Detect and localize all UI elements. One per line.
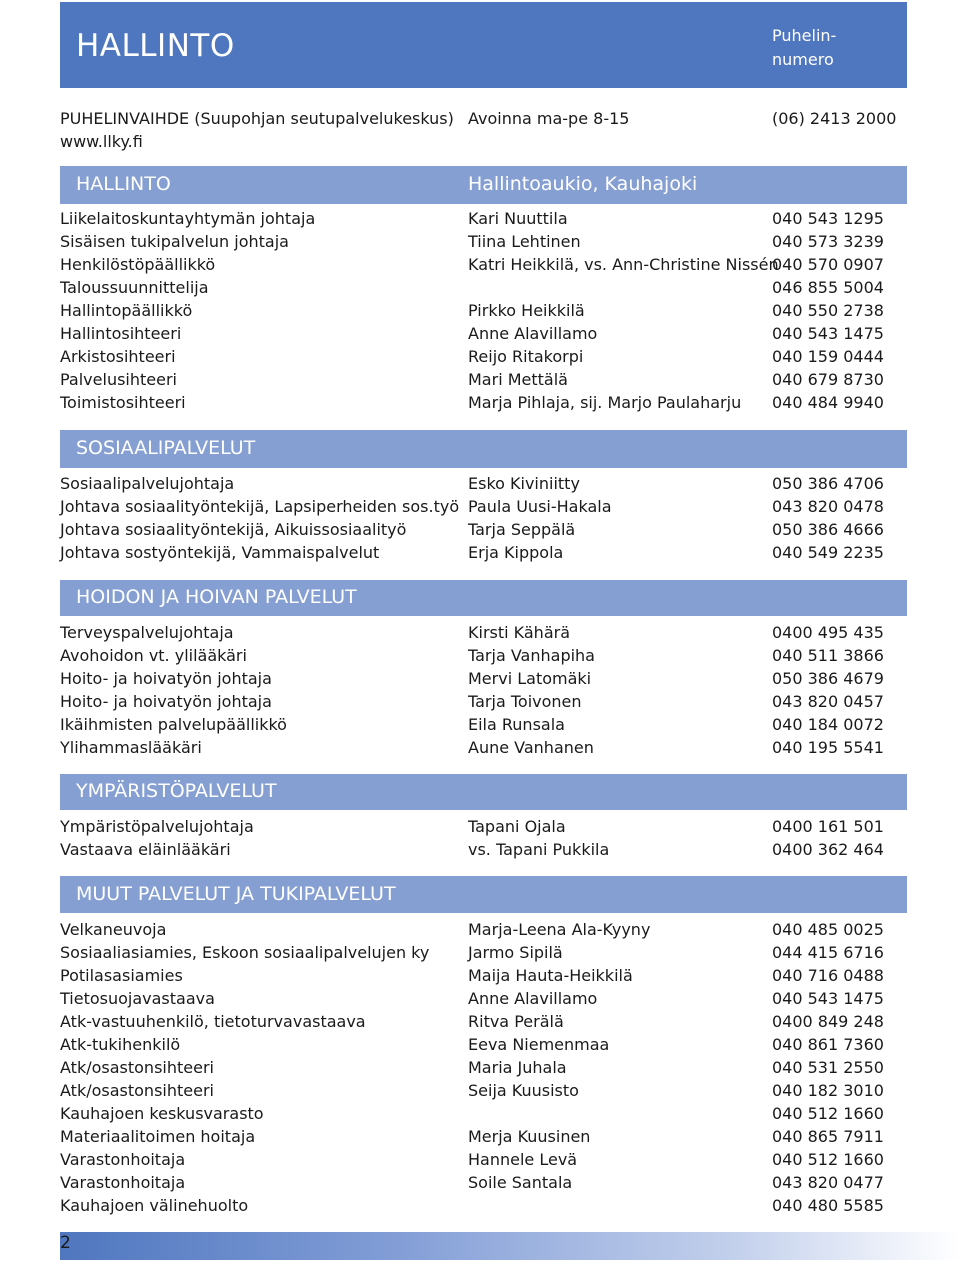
row-name: vs. Tapani Pukkila (468, 840, 610, 859)
switchboard-phone: (06) 2413 2000 (772, 109, 897, 128)
row-phone: 040 865 7911 (772, 1127, 884, 1146)
row-name: Tarja Vanhapiha (468, 646, 595, 665)
row-role: Kauhajoen keskusvarasto (60, 1104, 264, 1123)
page-number: 2 (60, 1233, 71, 1253)
row-role: Ympäristöpalvelujohtaja (60, 817, 254, 836)
directory-row (60, 541, 907, 564)
row-phone: 040 716 0488 (772, 966, 884, 985)
row-name: Maria Juhala (468, 1058, 567, 1077)
switchboard-name (60, 107, 454, 153)
row-role: Hallintopäällikkö (60, 301, 193, 320)
section-title: HOIDON JA HOIVAN PALVELUT (76, 586, 357, 608)
row-role: Potilasasiamies (60, 966, 183, 985)
row-role: Hoito- ja hoivatyön johtaja (60, 669, 272, 688)
row-role: Materiaalitoimen hoitaja (60, 1127, 256, 1146)
row-role: Johtava sosiaalityöntekijä, Lapsiperheiden sos.työ (60, 497, 460, 516)
directory-row (60, 1102, 907, 1125)
row-phone: 050 386 4679 (772, 669, 884, 688)
directory-row (60, 690, 907, 713)
row-role: Arkistosihteeri (60, 347, 176, 366)
row-name: Pirkko Heikkilä (468, 301, 585, 320)
row-phone: 040 550 2738 (772, 301, 884, 320)
directory-row (60, 713, 907, 736)
directory-row (60, 1010, 907, 1033)
row-phone: 040 511 3866 (772, 646, 884, 665)
row-phone: 040 531 2550 (772, 1058, 884, 1077)
section-rows-muut-palvelut (60, 918, 907, 1217)
directory-row (60, 1125, 907, 1148)
row-role: Atk/osastonsihteeri (60, 1081, 214, 1100)
row-role: Johtava sosiaalityöntekijä, Aikuissosiaalityö (60, 520, 407, 539)
row-name: Eeva Niemenmaa (468, 1035, 610, 1054)
row-name: Kari Nuuttila (468, 209, 568, 228)
row-role: Palvelusihteeri (60, 370, 177, 389)
directory-row (60, 299, 907, 322)
switchboard-hours: Avoinna ma-pe 8-15 (468, 109, 630, 128)
row-name: Ritva Perälä (468, 1012, 564, 1031)
directory-row (60, 472, 907, 495)
row-role: Liikelaitoskuntayhtymän johtaja (60, 209, 316, 228)
row-name: Jarmo Sipilä (468, 943, 563, 962)
section-title: HALLINTO (76, 173, 171, 195)
directory-row (60, 987, 907, 1010)
directory-row (60, 230, 907, 253)
row-phone: 040 512 1660 (772, 1104, 884, 1123)
directory-row (60, 345, 907, 368)
row-phone: 050 386 4706 (772, 474, 884, 493)
row-role: Kauhajoen välinehuolto (60, 1196, 249, 1215)
row-name: Tiina Lehtinen (468, 232, 581, 251)
row-name: Aune Vanhanen (468, 738, 594, 757)
section-header-hoidon-ja-hoivan (60, 580, 907, 616)
section-header-ymparistopalvelut (60, 774, 907, 810)
row-phone: 0400 362 464 (772, 840, 884, 859)
row-role: Atk-vastuuhenkilö, tietoturvavastaava (60, 1012, 366, 1031)
row-role: Sosiaalipalvelujohtaja (60, 474, 235, 493)
row-role: Varastonhoitaja (60, 1150, 186, 1169)
directory-row (60, 1171, 907, 1194)
row-name: Anne Alavillamo (468, 989, 598, 1008)
row-phone: 0400 161 501 (772, 817, 884, 836)
row-role: Sosiaaliasiamies, Eskoon sosiaalipalvelujen ky (60, 943, 430, 962)
directory-row (60, 495, 907, 518)
row-phone: 040 484 9940 (772, 393, 884, 412)
row-role: Atk/osastonsihteeri (60, 1058, 214, 1077)
section-header-sosiaalipalvelut (60, 430, 907, 468)
row-phone: 040 543 1475 (772, 989, 884, 1008)
section-rows-hallinto (60, 207, 907, 414)
row-name: Maija Hauta-Heikkilä (468, 966, 633, 985)
row-name: Katri Heikkilä, vs. Ann-Christine Nissén (468, 255, 779, 274)
row-phone: 050 386 4666 (772, 520, 884, 539)
directory-row (60, 1079, 907, 1102)
row-name: Tapani Ojala (468, 817, 566, 836)
row-role: Terveyspalvelujohtaja (60, 623, 234, 642)
section-rows-hoidon-ja-hoivan (60, 621, 907, 759)
row-role: Vastaava eläinlääkäri (60, 840, 231, 859)
row-phone: 046 855 5004 (772, 278, 884, 297)
row-role: Ikäihmisten palvelupäällikkö (60, 715, 287, 734)
directory-row (60, 391, 907, 414)
section-rows-sosiaalipalvelut (60, 472, 907, 564)
section-title: SOSIAALIPALVELUT (76, 437, 256, 459)
directory-row (60, 838, 907, 861)
section-header-hallinto (60, 166, 907, 204)
row-name: Esko Kiviniitty (468, 474, 580, 493)
directory-row (60, 276, 907, 299)
directory-row (60, 941, 907, 964)
row-name: Eila Runsala (468, 715, 565, 734)
directory-row (60, 1056, 907, 1079)
directory-row (60, 518, 907, 541)
row-phone: 040 480 5585 (772, 1196, 884, 1215)
row-name: Reijo Ritakorpi (468, 347, 584, 366)
directory-row (60, 667, 907, 690)
directory-row (60, 253, 907, 276)
row-name: Marja-Leena Ala-Kyyny (468, 920, 651, 939)
directory-row (60, 322, 907, 345)
row-name: Mari Mettälä (468, 370, 568, 389)
page-header (60, 2, 907, 88)
phone-label-line2: numero (772, 50, 834, 69)
row-phone: 040 861 7360 (772, 1035, 884, 1054)
directory-row (60, 621, 907, 644)
footer-gradient-bar (60, 1232, 960, 1260)
row-role: Hallintosihteeri (60, 324, 182, 343)
section-location: Hallintoaukio, Kauhajoki (468, 173, 698, 195)
row-role: Atk-tukihenkilö (60, 1035, 181, 1054)
row-phone: 040 543 1295 (772, 209, 884, 228)
row-role: Hoito- ja hoivatyön johtaja (60, 692, 272, 711)
directory-row (60, 736, 907, 759)
section-header-muut-palvelut (60, 876, 907, 913)
row-role: Avohoidon vt. ylilääkäri (60, 646, 247, 665)
phone-column-label (772, 24, 882, 72)
directory-row (60, 207, 907, 230)
row-phone: 040 512 1660 (772, 1150, 884, 1169)
row-phone: 040 549 2235 (772, 543, 884, 562)
directory-row (60, 1194, 907, 1217)
directory-row (60, 1148, 907, 1171)
row-name: Paula Uusi-Hakala (468, 497, 612, 516)
row-phone: 040 184 0072 (772, 715, 884, 734)
row-phone: 040 543 1475 (772, 324, 884, 343)
row-phone: 043 820 0457 (772, 692, 884, 711)
row-role: Johtava sostyöntekijä, Vammaispalvelut (60, 543, 380, 562)
row-phone: 0400 849 248 (772, 1012, 884, 1031)
directory-row (60, 815, 907, 838)
phone-label-line1: Puhelin- (772, 26, 837, 45)
row-role: Henkilöstöpäällikkö (60, 255, 216, 274)
row-phone: 040 573 3239 (772, 232, 884, 251)
row-phone: 0400 495 435 (772, 623, 884, 642)
row-name: Soile Santala (468, 1173, 573, 1192)
row-phone: 043 820 0477 (772, 1173, 884, 1192)
row-phone: 040 570 0907 (772, 255, 884, 274)
row-name: Hannele Levä (468, 1150, 578, 1169)
directory-row (60, 964, 907, 987)
directory-row (60, 918, 907, 941)
row-role: Taloussuunnittelija (60, 278, 209, 297)
row-name: Tarja Seppälä (468, 520, 576, 539)
row-role: Sisäisen tukipalvelun johtaja (60, 232, 289, 251)
switchboard-name-line1: PUHELINVAIHDE (Suupohjan seutupalvelukeskus) (60, 109, 454, 128)
row-phone: 040 182 3010 (772, 1081, 884, 1100)
directory-row (60, 644, 907, 667)
section-title: MUUT PALVELUT JA TUKIPALVELUT (76, 883, 396, 905)
row-phone: 040 485 0025 (772, 920, 884, 939)
row-role: Ylihammaslääkäri (60, 738, 202, 757)
row-name: Marja Pihlaja, sij. Marjo Paulaharju (468, 393, 742, 412)
row-name: Mervi Latomäki (468, 669, 592, 688)
row-phone: 044 415 6716 (772, 943, 884, 962)
row-name: Seija Kuusisto (468, 1081, 579, 1100)
row-phone: 040 679 8730 (772, 370, 884, 389)
directory-row (60, 368, 907, 391)
directory-row (60, 1033, 907, 1056)
row-phone: 043 820 0478 (772, 497, 884, 516)
row-name: Erja Kippola (468, 543, 564, 562)
section-title: YMPÄRISTÖPALVELUT (76, 780, 277, 802)
section-rows-ymparistopalvelut (60, 815, 907, 861)
row-role: Toimistosihteeri (60, 393, 186, 412)
row-phone: 040 159 0444 (772, 347, 884, 366)
switchboard-website: www.llky.fi (60, 132, 143, 151)
row-name: Anne Alavillamo (468, 324, 598, 343)
row-name: Tarja Toivonen (468, 692, 582, 711)
row-name: Kirsti Kähärä (468, 623, 570, 642)
row-role: Varastonhoitaja (60, 1173, 186, 1192)
row-name: Merja Kuusinen (468, 1127, 591, 1146)
page-title: HALLINTO (76, 28, 235, 64)
row-role: Tietosuojavastaava (60, 989, 215, 1008)
row-phone: 040 195 5541 (772, 738, 884, 757)
row-role: Velkaneuvoja (60, 920, 167, 939)
